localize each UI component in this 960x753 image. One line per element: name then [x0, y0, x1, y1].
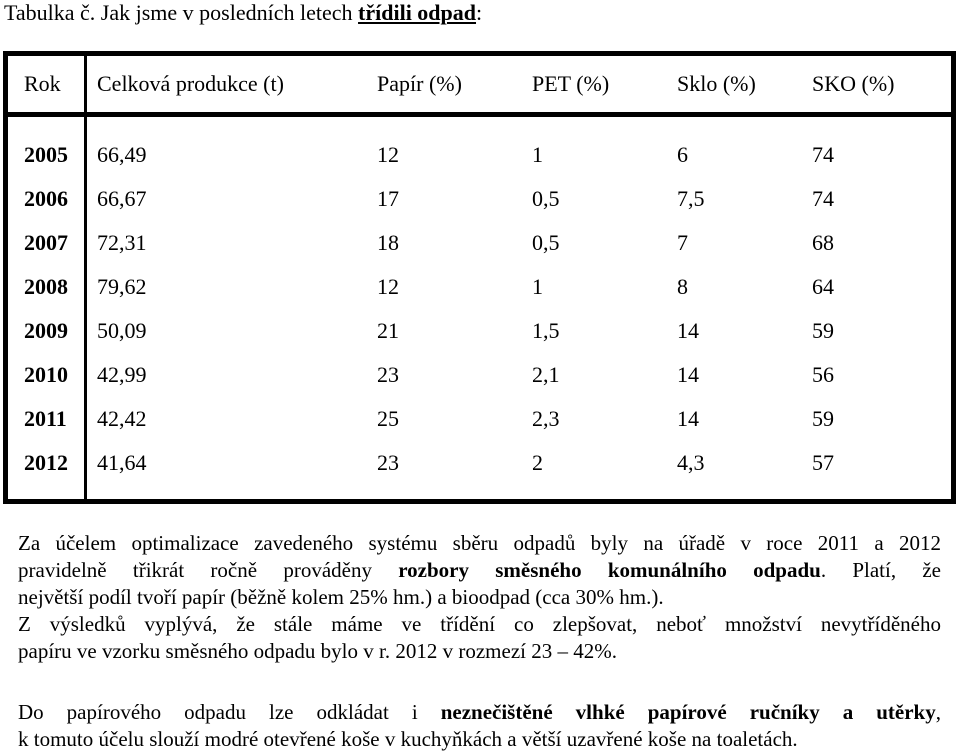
- cell-pet: 2,3: [532, 406, 560, 431]
- cell-paper: 23: [377, 362, 399, 387]
- text-run: pravidelně třikrát ročně prováděny: [18, 558, 399, 582]
- header-sko: SKO (%): [812, 56, 951, 117]
- paragraph-line: papíru ve vzorku směsného odpadu bylo v r. 2012 v rozmezí 23 – 42%.: [18, 639, 617, 663]
- table-row: [8, 353, 951, 397]
- cell-paper: 25: [377, 406, 399, 431]
- cell-total-production: 41,64: [97, 450, 147, 475]
- cell-year: 2011: [8, 397, 87, 441]
- table-row: [8, 221, 951, 265]
- paragraph-line: největší podíl tvoří papír (běžně kolem 25% hm.) a bioodpad (cca 30% hm.).: [18, 585, 664, 609]
- waste-sorting-table: [3, 51, 956, 504]
- cell-total-production: 72,31: [97, 230, 147, 255]
- cell-pet: 1: [532, 142, 543, 167]
- text-run-bold: neznečištěné vlhké papírové ručníky a utěrky: [440, 700, 936, 724]
- cell-sko: 64: [812, 274, 834, 299]
- paragraph-line: Z výsledků vyplývá, že stále máme ve třídění co zlepšovat, neboť množství nevytříděného: [18, 612, 941, 636]
- cell-pet: 1: [532, 274, 543, 299]
- cell-paper: 17: [377, 186, 399, 211]
- table-row: [8, 441, 951, 485]
- caption-prefix: Tabulka č. Jak jsme v posledních letech: [4, 0, 359, 25]
- cell-sko: 68: [812, 230, 834, 255]
- cell-pet: 0,5: [532, 186, 560, 211]
- header-pet: PET (%): [532, 56, 677, 117]
- paragraph-instructions: [18, 699, 941, 753]
- cell-paper: 23: [377, 450, 399, 475]
- text-run: Do papírového odpadu lze odkládat i: [18, 700, 441, 724]
- cell-paper: 12: [377, 142, 399, 167]
- table-row: [8, 265, 951, 309]
- table-row: [8, 177, 951, 221]
- cell-paper: 18: [377, 230, 399, 255]
- cell-sko: 74: [812, 142, 834, 167]
- cell-glass: 7: [677, 230, 688, 255]
- paragraph-line: [18, 557, 941, 584]
- header-glass: Sklo (%): [677, 56, 812, 117]
- table-caption: [4, 0, 482, 26]
- cell-sko: 59: [812, 406, 834, 431]
- cell-year: 2012: [8, 441, 87, 485]
- cell-glass: 14: [677, 362, 699, 387]
- table-row: [8, 397, 951, 441]
- cell-year: 2005: [8, 133, 87, 177]
- cell-glass: 14: [677, 406, 699, 431]
- header-total-production: Celková produkce (t): [87, 56, 377, 117]
- cell-sko: 74: [812, 186, 834, 211]
- cell-glass: 8: [677, 274, 688, 299]
- cell-paper: 21: [377, 318, 399, 343]
- caption-emphasis: třídili odpad: [358, 0, 477, 25]
- paragraph-analysis: [18, 530, 941, 665]
- cell-paper: 12: [377, 274, 399, 299]
- cell-pet: 0,5: [532, 230, 560, 255]
- cell-glass: 6: [677, 142, 688, 167]
- text-run: ,: [935, 700, 941, 724]
- cell-glass: 14: [677, 318, 699, 343]
- spacer-row: [8, 485, 951, 499]
- text-run-bold: rozbory směsného komunálního odpadu: [398, 558, 821, 582]
- cell-pet: 2,1: [532, 362, 560, 387]
- cell-glass: 4,3: [677, 450, 705, 475]
- cell-total-production: 42,99: [97, 362, 147, 387]
- cell-total-production: 66,67: [97, 186, 147, 211]
- table-header-row: [8, 56, 951, 117]
- cell-year: 2009: [8, 309, 87, 353]
- header-year: Rok: [8, 56, 87, 117]
- cell-glass: 7,5: [677, 186, 705, 211]
- cell-total-production: 50,09: [97, 318, 147, 343]
- table-row: [8, 309, 951, 353]
- caption-suffix: :: [476, 0, 483, 25]
- paragraph-line: [18, 699, 941, 726]
- spacer-row: [8, 117, 951, 133]
- cell-total-production: 66,49: [97, 142, 147, 167]
- cell-year: 2010: [8, 353, 87, 397]
- cell-pet: 2: [532, 450, 543, 475]
- paragraph-line: Za účelem optimalizace zavedeného systému sběru odpadů byly na úřadě v roce 2011 a 2012: [18, 531, 941, 555]
- cell-total-production: 79,62: [97, 274, 147, 299]
- cell-sko: 57: [812, 450, 834, 475]
- paragraph-line: k tomuto účelu slouží modré otevřené koše v kuchyňkách a větší uzavřené koše na toaletách.: [18, 727, 798, 751]
- text-run: . Platí, že: [820, 558, 941, 582]
- cell-year: 2007: [8, 221, 87, 265]
- cell-year: 2006: [8, 177, 87, 221]
- cell-year: 2008: [8, 265, 87, 309]
- cell-sko: 59: [812, 318, 834, 343]
- cell-total-production: 42,42: [97, 406, 147, 431]
- cell-pet: 1,5: [532, 318, 560, 343]
- table-row: [8, 133, 951, 177]
- cell-sko: 56: [812, 362, 834, 387]
- header-paper: Papír (%): [377, 56, 532, 117]
